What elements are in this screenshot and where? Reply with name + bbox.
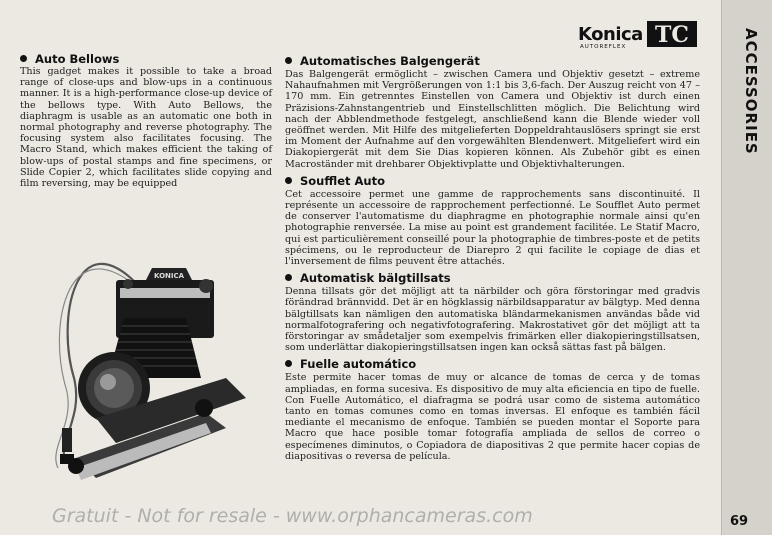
bullet-icon xyxy=(285,177,292,184)
page-number: 69 xyxy=(730,514,749,529)
bullet-icon xyxy=(285,57,292,64)
section-tab xyxy=(721,0,772,535)
multilingual-column xyxy=(285,54,700,466)
section-text: Cet accessoire permet une gamme de rapprochements sans discontinuité. Il représente un accessoire de rapprochement perfectionné. Le Soufflet Auto permet de conserver l'automatisme du diaphragme en photographie normale ainsi qu'en photographie renversée. La mise au point est grandement facilitée. Le Statif Macro, qui est particulièrement conseillé pour la photographie de timbres-poste et de petits spécimens, ou le reproducteur de Diarepro 2 qui facilite le copiage de dias et l'inversement de films peuvent être attachés. xyxy=(285,188,700,268)
section-heading xyxy=(285,357,700,371)
heading-text: Fuelle automático xyxy=(300,357,417,372)
konica-logo xyxy=(578,20,700,50)
logo-subtitle: AUTOREFLEX xyxy=(580,44,627,50)
section-text: Das Balgengerät ermöglicht – zwischen Camera und Objektiv gesetzt – extreme Nahaufnahmen mit Vergrößerungen von 1:1 bis 3,6-fach. Der Auszug reicht von 47 – 170 mm. Ein getrenntes Einstellen von Camera und Objektiv ist durch einen Präzisions-Zahnstangentrieb und Einstellschlitten möglich. Die Belichtung wird nach der Abblendmethode festgelegt, anschließend kann die Blende wieder voll geöffnet werden. Mit Hilfe des mitgelieferten Doppeldrahtauslösers springt sie erst im Moment der Aufnahme auf den vorgewählten Blendenwert. Mitgeliefert wird ein Diakopiergerät mit dem Sie Dias kopieren können. Als Zubehör gibt es einen Macroständer mit drehbarer Objektivplatte und Objektivhalterungen. xyxy=(285,69,700,170)
tab-label: ACCESSORIES xyxy=(742,28,760,155)
section-heading-auto-bellows xyxy=(20,52,272,66)
heading-text: Automatisk bälgtillsats xyxy=(300,271,451,286)
section-text: Denna tillsats gör det möjligt att ta närbilder och göra förstoringar med gradvis förändrad brännvidd. Det är en högklassig närbildsapparatur av bälgtyp. Med denna bälgtillsats kan nämligen den automatiska bländarmekanismen användas både vid normalfotografering och negativfotografering. Makrostativet gör det möjligt att ta förstoringar av smådetaljer som exempelvis frimärken eller diakopieringstillsatsen, som underlättar diakopieringstillsatsen ingen kan också sättas fast på bälgen. xyxy=(285,286,700,354)
heading-text: Soufflet Auto xyxy=(300,173,385,188)
bullet-icon xyxy=(285,360,292,367)
bullet-icon xyxy=(285,274,292,281)
heading-text: Auto Bellows xyxy=(35,52,120,66)
logo-model-mark xyxy=(646,20,698,48)
section-german xyxy=(285,54,700,170)
auto-bellows-photo xyxy=(36,228,268,510)
logo-brand: Konica xyxy=(578,24,643,45)
heading-text: Automatisches Balgengerät xyxy=(300,54,480,68)
section-heading xyxy=(285,54,700,68)
watermark: Gratuit - Not for resale - www.orphancameras.com xyxy=(52,505,533,527)
section-french xyxy=(285,174,700,267)
section-swedish xyxy=(285,271,700,353)
section-heading xyxy=(285,271,700,285)
section-text: Este permite hacer tomas de muy or alcance de tomas de cerca y de tomas ampliadas, en forma sucesiva. Es dispositivo de muy alta eficiencia en tipo de fuelle. Con Fuelle Automático, el diafragma se podrá usar como de sistema automático tanto en tomas comunes como en tomas inversas. El enfoque es también fácil mediante el mecanismo de enfoque. También se pueden montar el Soporte para Macro que hace posible tomar fotografía ampliada de sellos de correo o especímenes diminutos, o Copiadora de diapositivas 2 que permite hacer copias de diapositivas o reversa de película. xyxy=(285,372,700,462)
bullet-icon xyxy=(20,55,27,62)
section-spanish xyxy=(285,357,700,462)
auto-bellows-text: This gadget makes it possible to take a broad range of close-ups and blow-ups in a continuous manner. It is a high-performance close-up device of the bellows type. With Auto Bellows, the diaphragm is usable as an automatic one both in normal photography and reverse photography. The focusing system also facilitates focusing. The Macro Stand, which makes efficient the taking of blow-ups of postal stamps and fine specimens, or Slide Copier 2, which facilitates slide copying and film reversing, may be equipped xyxy=(20,66,272,190)
logo-model-text: TC xyxy=(655,22,689,48)
camera-brand-label: KONICA xyxy=(153,272,185,280)
section-heading xyxy=(285,174,700,188)
english-column xyxy=(20,52,272,189)
